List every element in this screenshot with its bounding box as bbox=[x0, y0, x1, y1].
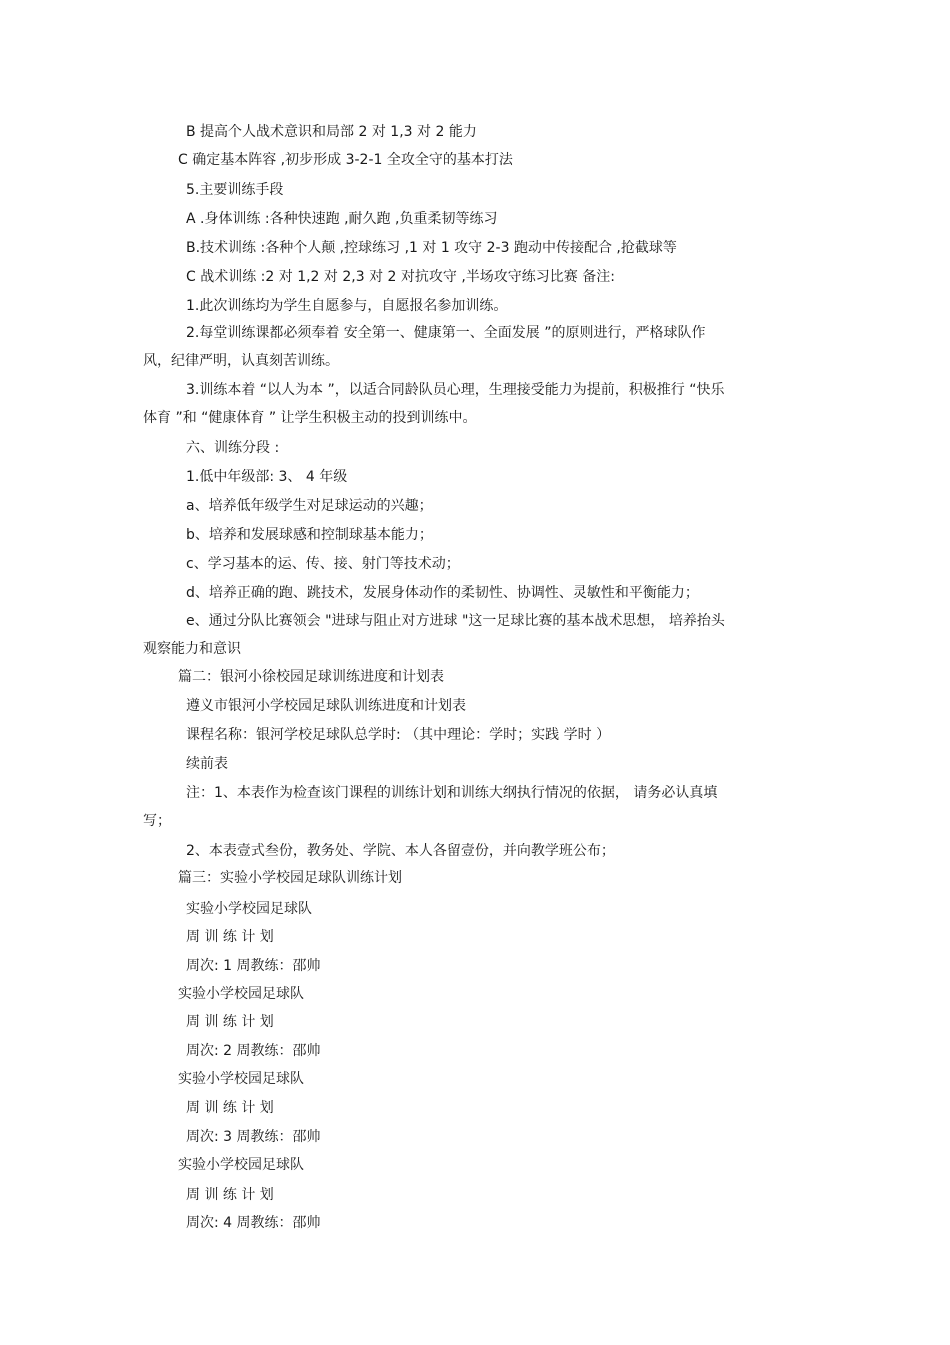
text-line: 遵义市银河小学校园足球队训练进度和计划表 bbox=[186, 698, 466, 714]
text-line: e、通过分队比赛领会 "进球与阻止对方进球 "这一足球比赛的基本战术思想， 培养抬头 bbox=[186, 613, 725, 629]
text-line: 周次: 1 周教练：邵帅 bbox=[186, 958, 321, 974]
text-line: 写； bbox=[143, 813, 171, 829]
text-line: 周 训 练 计 划 bbox=[186, 1014, 274, 1030]
text-line: C 确定基本阵容 ,初步形成 3-2-1 全攻全守的基本打法 bbox=[178, 152, 513, 168]
text-line: 实验小学校园足球队 bbox=[178, 1071, 304, 1087]
text-line: 1.此次训练均为学生自愿参与，自愿报名参加训练。 bbox=[186, 298, 508, 314]
text-line: 3.训练本着 “以人为本 ”，以适合同龄队员心理，生理接受能力为提前，积极推行 “快乐 bbox=[186, 382, 725, 398]
text-line: 1.低中年级部: 3、 4 年级 bbox=[186, 469, 348, 485]
text-line: B 提高个人战术意识和局部 2 对 1,3 对 2 能力 bbox=[186, 124, 477, 140]
text-line: 篇三：实验小学校园足球队训练计划 bbox=[178, 870, 402, 886]
text-line: 周次: 3 周教练：邵帅 bbox=[186, 1129, 321, 1145]
text-line: b、培养和发展球感和控制球基本能力； bbox=[186, 527, 433, 543]
text-line: 注：1、本表作为检查该门课程的训练计划和训练大纲执行情况的依据， 请务必认真填 bbox=[186, 785, 718, 801]
text-line: a、培养低年级学生对足球运动的兴趣； bbox=[186, 498, 433, 514]
text-line: 实验小学校园足球队 bbox=[178, 986, 304, 1002]
text-line: 2、本表壹式叁份，教务处、学院、本人各留壹份，并向教学班公布； bbox=[186, 843, 615, 859]
text-line: 篇二：银河小徐校园足球训练进度和计划表 bbox=[178, 669, 444, 685]
text-line: 5.主要训练手段 bbox=[186, 182, 284, 198]
text-line: 观察能力和意识 bbox=[143, 641, 241, 657]
text-line: 续前表 bbox=[186, 756, 228, 772]
text-line: 周 训 练 计 划 bbox=[186, 1187, 274, 1203]
text-line: 周 训 练 计 划 bbox=[186, 929, 274, 945]
text-line: 周次: 4 周教练：邵帅 bbox=[186, 1215, 321, 1231]
text-line: A .身体训练 :各种快速跑 ,耐久跑 ,负重柔韧等练习 bbox=[186, 211, 498, 227]
text-line: d、培养正确的跑、跳技术，发展身体动作的柔韧性、协调性、灵敏性和平衡能力； bbox=[186, 585, 699, 601]
text-line: 风，纪律严明，认真刻苦训练。 bbox=[143, 353, 339, 369]
text-line: 课程名称：银河学校足球队总学时: （其中理论：学时；实践 学时 ） bbox=[186, 727, 611, 743]
text-line: C 战术训练 :2 对 1,2 对 2,3 对 2 对抗攻守 ,半场攻守练习比赛 备注: bbox=[186, 269, 615, 285]
text-line: 实验小学校园足球队 bbox=[178, 1157, 304, 1173]
text-line: c、学习基本的运、传、接、射门等技术动； bbox=[186, 556, 460, 572]
text-line: 体育 ”和 “健康体育 ” 让学生积极主动的投到训练中。 bbox=[143, 410, 477, 426]
text-line: B.技术训练 :各种个人颠 ,控球练习 ,1 对 1 攻守 2-3 跑动中传接配合 ,抢截球等 bbox=[186, 240, 677, 256]
text-line: 2.每堂训练课都必须奉着 安全第一、健康第一、全面发展 ”的原则进行，严格球队作 bbox=[186, 325, 706, 341]
text-line: 实验小学校园足球队 bbox=[186, 901, 312, 917]
text-line: 周 训 练 计 划 bbox=[186, 1100, 274, 1116]
text-line: 六、训练分段 : bbox=[186, 440, 280, 456]
text-line: 周次: 2 周教练：邵帅 bbox=[186, 1043, 321, 1059]
